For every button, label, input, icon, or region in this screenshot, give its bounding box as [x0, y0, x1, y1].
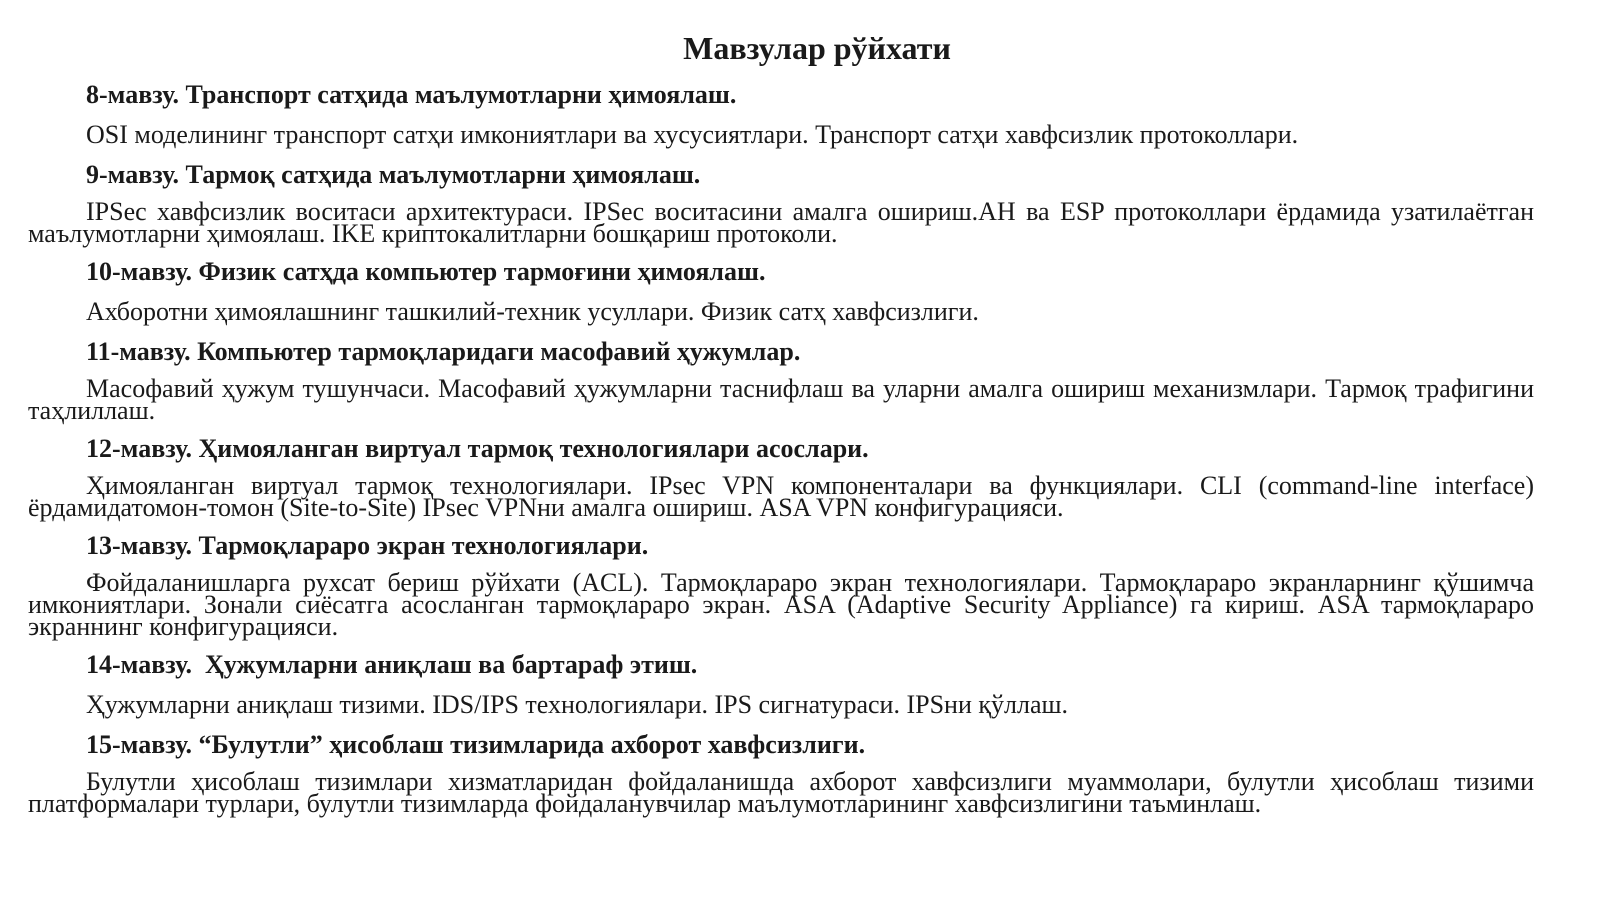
topic-description: IPSec хавфсизлик воситаси архитектураси. IPSec воситасини амалга ошириш.AH ва ESP протоколлари ёрдамида узатилаётган маълумотларни ҳимоялаш. IKE криптокалитларни бошқариш протоколи. — [28, 197, 1534, 248]
topic-description: Ахборотни ҳимоялашнинг ташкилий-техник усуллари. Физик сатҳ хавфсизлиги. — [86, 297, 979, 326]
topic-description: Ҳимояланган виртуал тармоқ технологиялари. IPsec VPN компоненталари ва функциялари. CLI (command-line interface) ёрдамидатомон-томон (Site-to-Site) IPsec VPNни амалга ошириш. ASA VPN конфигурацияси. — [28, 471, 1534, 522]
topic-heading: 10-мавзу. Физик сатҳда компьютер тармоғини ҳимоялаш. — [86, 257, 766, 286]
topic-heading: 12-мавзу. Ҳимояланган виртуал тармоқ технологиялари асослари. — [86, 434, 869, 463]
topic-10 — [28, 258, 1572, 325]
topic-8 — [28, 81, 1572, 148]
topic-heading: 9-мавзу. Тармоқ сатҳида маълумотларни ҳимоялаш. — [86, 160, 701, 189]
topic-heading: 13-мавзу. Тармоқлараро экран технологиялари. — [86, 531, 649, 560]
topic-14 — [28, 651, 1572, 718]
topic-description: Масофавий ҳужум тушунчаси. Масофавий ҳужумларни таснифлаш ва уларни амалга ошириш механизмлари. Тармоқ трафигини таҳлиллаш. — [28, 374, 1534, 425]
topic-15 — [28, 730, 1572, 818]
topic-description: OSI моделининг транспорт сатҳи имкониятлари ва хусусиятлари. Транспорт сатҳи хавфсизлик протоколлари. — [86, 120, 1299, 149]
topic-description: Фойдаланишларга рухсат бериш рўйхати (ACL). Тармоқлараро экран технологиялари. Тармоқлараро экранларнинг қўшимча имкониятлари. Зонали сиёсатга асосланган тармоқлараро экран. ASA (Adaptive Security Appliance) га кириш. ASA тармоқлараро экраннинг конфигурацияси. — [28, 568, 1534, 641]
topic-description: Ҳужумларни аниқлаш тизими. IDS/IPS технологиялари. IPS сигнатураси. IPSни қўллаш. — [86, 690, 1069, 719]
topic-9 — [28, 160, 1572, 248]
topic-11 — [28, 337, 1572, 425]
topic-heading: 8-мавзу. Транспорт сатҳида маълумотларни ҳимоялаш. — [86, 80, 737, 109]
topic-heading: 15-мавзу. “Булутли” ҳисоблаш тизимларида ахборот хавфсизлиги. — [86, 730, 866, 759]
topic-heading: 14-мавзу. Ҳужумларни аниқлаш ва бартараф этиш. — [86, 650, 698, 679]
topic-description: Булутли ҳисоблаш тизимлари хизматларидан фойдаланишда ахборот хавфсизлиги муаммолари, булутли ҳисоблаш тизими платформалари турлари, булутли тизимларда фойдаланувчилар маълумотларининг хавфсизлигини таъминлаш. — [28, 767, 1534, 818]
topic-heading: 11-мавзу. Компьютер тармоқларидаги масофавий ҳужумлар. — [86, 337, 801, 366]
page-title: Мавзулар рўйхати — [683, 30, 951, 66]
topic-12 — [28, 434, 1572, 522]
topic-13 — [28, 531, 1572, 641]
